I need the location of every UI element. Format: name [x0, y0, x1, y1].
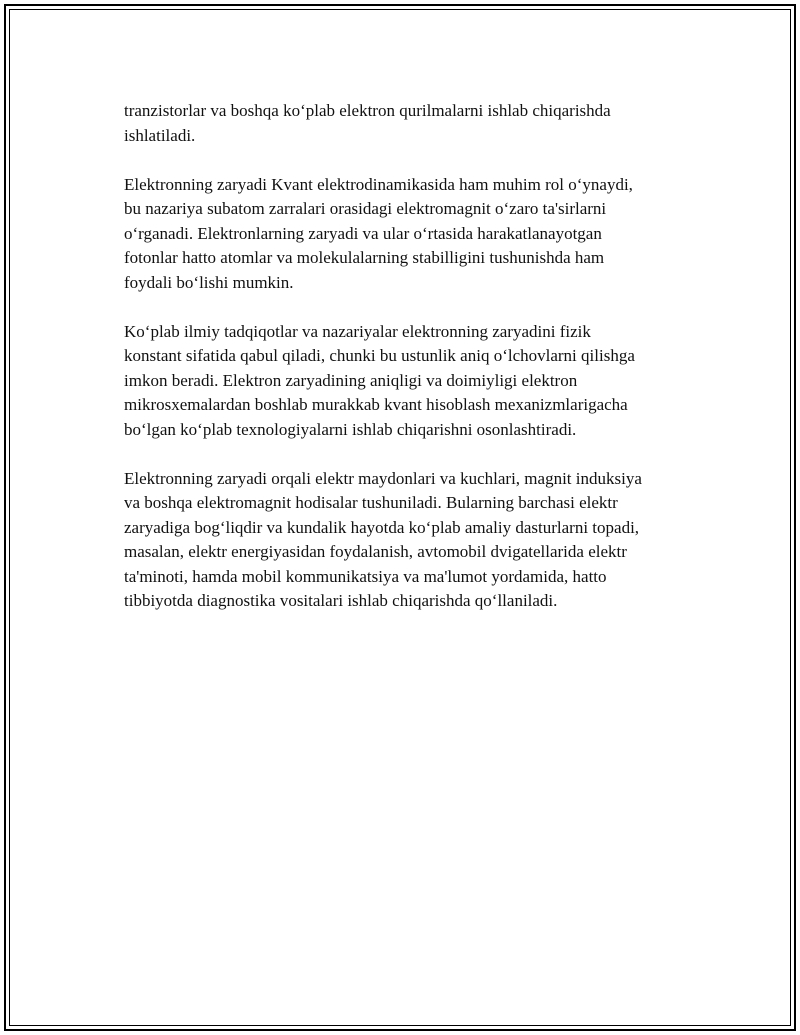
- text-line: bo‘lgan ko‘plab texnologiyalarni ishlab chiqarishni osonlashtiradi.: [124, 419, 577, 439]
- text-line: va boshqa elektromagnit hodisalar tushuniladi. Bularning barchasi elektr: [124, 493, 618, 512]
- text-line: bu nazariya subatom zarralari orasidagi elektromagnit o‘zaro ta'sirlarni: [124, 199, 607, 218]
- text-line: tranzistorlar va boshqa ko‘plab elektron qurilmalarni ishlab chiqarishda: [124, 101, 611, 120]
- text-line: masalan, elektr energiyasidan foydalanish, avtomobil dvigatellarida elektr: [124, 542, 627, 561]
- page-border: [4, 4, 796, 1031]
- text-line: tibbiyotda diagnostika vositalari ishlab chiqarishda qo‘llaniladi.: [124, 591, 558, 610]
- text-line: ishlatiladi.: [124, 125, 196, 145]
- paragraph-4: [124, 467, 704, 614]
- document-body: [124, 99, 704, 638]
- paragraph-3: [124, 320, 704, 443]
- paragraph-1: [124, 99, 704, 148]
- paragraph-2: [124, 173, 704, 296]
- text-line: Elektronning zaryadi Kvant elektrodinamikasida ham muhim rol o‘ynaydi,: [124, 174, 633, 194]
- text-line: Ko‘plab ilmiy tadqiqotlar va nazariyalar elektronning zaryadini fizik: [124, 321, 591, 341]
- text-line: Elektronning zaryadi orqali elektr maydonlari va kuchlari, magnit induksiya: [124, 468, 642, 488]
- text-line: fotonlar hatto atomlar va molekulalarning stabilligini tushunishda ham: [124, 248, 605, 267]
- text-line: zaryadiga bog‘liqdir va kundalik hayotda ko‘plab amaliy dasturlarni topadi,: [124, 517, 640, 537]
- text-line: konstant sifatida qabul qiladi, chunki bu ustunlik aniq o‘lchovlarni qilishga: [124, 346, 635, 365]
- text-line: foydali bo‘lishi mumkin.: [124, 272, 294, 292]
- text-line: mikrosxemalardan boshlab murakkab kvant hisoblash mexanizmlarigacha: [124, 395, 628, 414]
- text-line: ta'minoti, hamda mobil kommunikatsiya va ma'lumot yordamida, hatto: [124, 566, 607, 586]
- text-line: imkon beradi. Elektron zaryadining aniqligi va doimiyligi elektron: [124, 370, 578, 390]
- text-line: o‘rganadi. Elektronlarning zaryadi va ular o‘rtasida harakatlanayotgan: [124, 223, 602, 243]
